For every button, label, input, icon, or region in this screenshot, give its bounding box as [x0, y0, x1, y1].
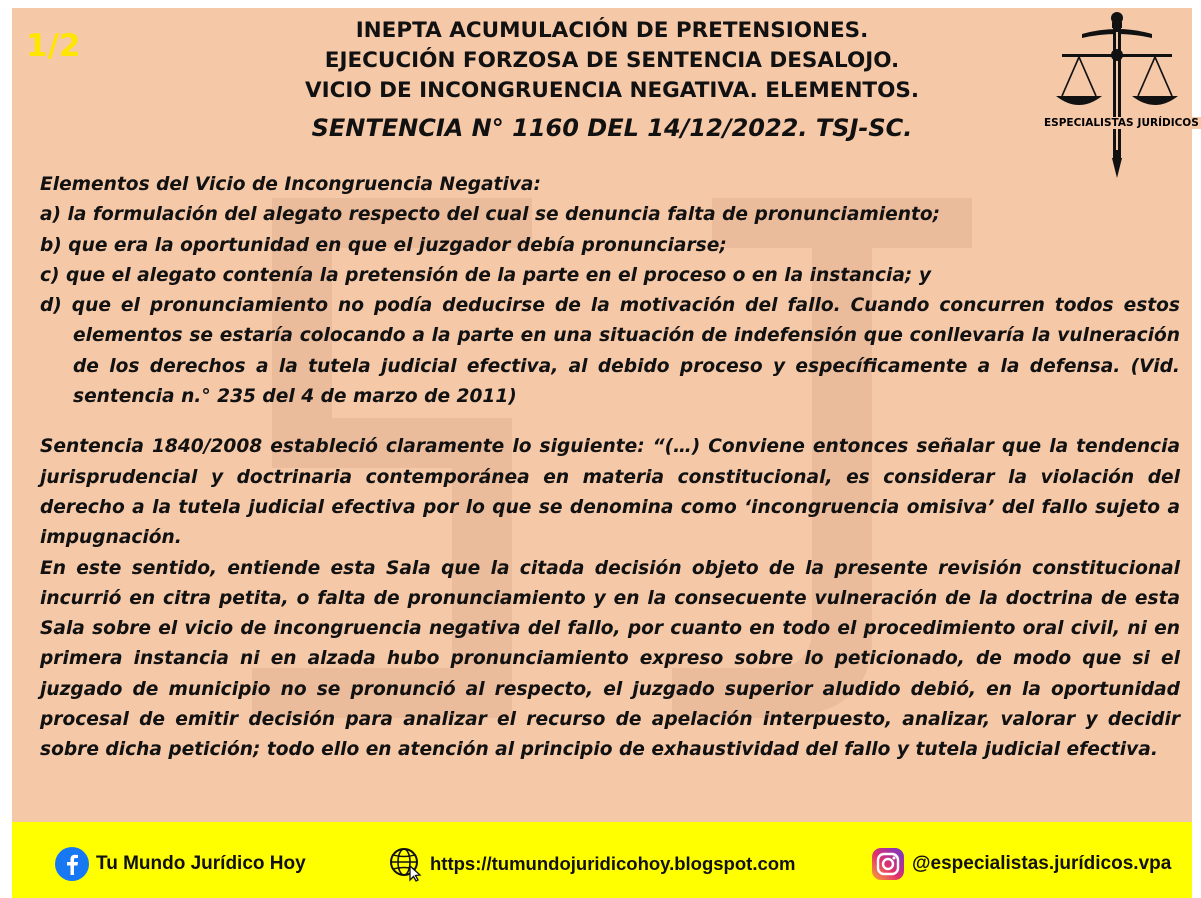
list-item: d) que el pronunciamiento no podía deducirse de la motivación del fallo. Cuando concurren todos estos elementos se estaría colocando a la parte en una situación de indefensión que conllevaría la vulneración de los derechos a la tutela judicial efectiva, al debido proceso y específicamente a la defensa. (Vid. sentencia n.° 235 del 4 de marzo de 2011) — [40, 295, 1180, 408]
footer-bar — [12, 822, 1192, 898]
list-item: c) que el alegato contenía la pretensión de la parte en el proceso o en la instancia; y — [40, 264, 931, 286]
instagram-icon — [870, 846, 906, 882]
logo — [1042, 10, 1199, 180]
globe-cursor-icon — [388, 846, 424, 882]
list-item: b) que era la oportunidad en que el juzgador debía pronunciarse; — [40, 234, 727, 256]
intro-line: Elementos del Vicio de Incongruencia Negativa: — [40, 174, 541, 195]
instagram-label: @especialistas.jurídicos.vpa — [912, 853, 1172, 874]
page-indicator: 1/2 — [26, 28, 81, 64]
sentence-reference: SENTENCIA N° 1160 DEL 14/12/2022. TSJ-SC. — [311, 114, 913, 142]
paragraph: En este sentido, entiende esta Sala que la citada decisión objeto de la presente revisión constitucional incurrió en citra petita, o falta de pronunciamiento y en la consecuente vulneración de la doctrina de esta Sala sobre el vicio de incongruencia negativa del fallo, por cuanto en todo el procedimiento oral civil, ni en primera instancia ni en alzada hubo pronunciamiento expreso sobre lo peticionado, de modo que si el juzgado de municipio no se pronunció al respecto, el juzgado superior aludido debió, en la oportunidad procesal de emitir decisión para analizar el recurso de apelación interpuesto, analizar, valorar y decidir sobre dicha petición; todo ello en atención al principio de exhaustividad del fallo y tutela judicial efectiva. — [40, 557, 1180, 761]
facebook-icon — [54, 846, 90, 882]
scales-of-justice-icon — [1042, 10, 1192, 180]
heading-line: VICIO DE INCONGRUENCIA NEGATIVA. ELEMENTOS. — [304, 78, 920, 103]
website-link[interactable] — [388, 846, 796, 882]
heading-line: EJECUCIÓN FORZOSA DE SENTENCIA DESALOJO. — [324, 48, 900, 73]
website-label: https://tumundojuridicohoy.blogspot.com — [430, 853, 796, 874]
logo-word-right: JURÍDICOS — [1137, 117, 1199, 129]
logo-caption — [1042, 117, 1199, 129]
instagram-link[interactable] — [870, 846, 1171, 882]
header-block — [252, 16, 972, 144]
facebook-link[interactable] — [54, 846, 306, 882]
facebook-label: Tu Mundo Jurídico Hoy — [96, 853, 306, 874]
main-content — [40, 170, 1180, 766]
logo-word-left: ESPECIALISTAS — [1044, 117, 1134, 129]
document-card — [12, 8, 1199, 822]
heading-line: INEPTA ACUMULACIÓN DE PRETENSIONES. — [355, 18, 869, 43]
paragraph: Sentencia 1840/2008 estableció claramente lo siguiente: “(…) Conviene entonces señalar que la tendencia jurisprudencial y doctrinaria contemporánea en materia constitucional, es considerar la violación del derecho a la tutela judicial efectiva por lo que se denomina como ‘incongruencia omisiva’ del fallo sujeto a impugnación. — [40, 436, 1180, 549]
list-item: a) la formulación del alegato respecto del cual se denuncia falta de pronunciamiento; — [40, 204, 941, 226]
